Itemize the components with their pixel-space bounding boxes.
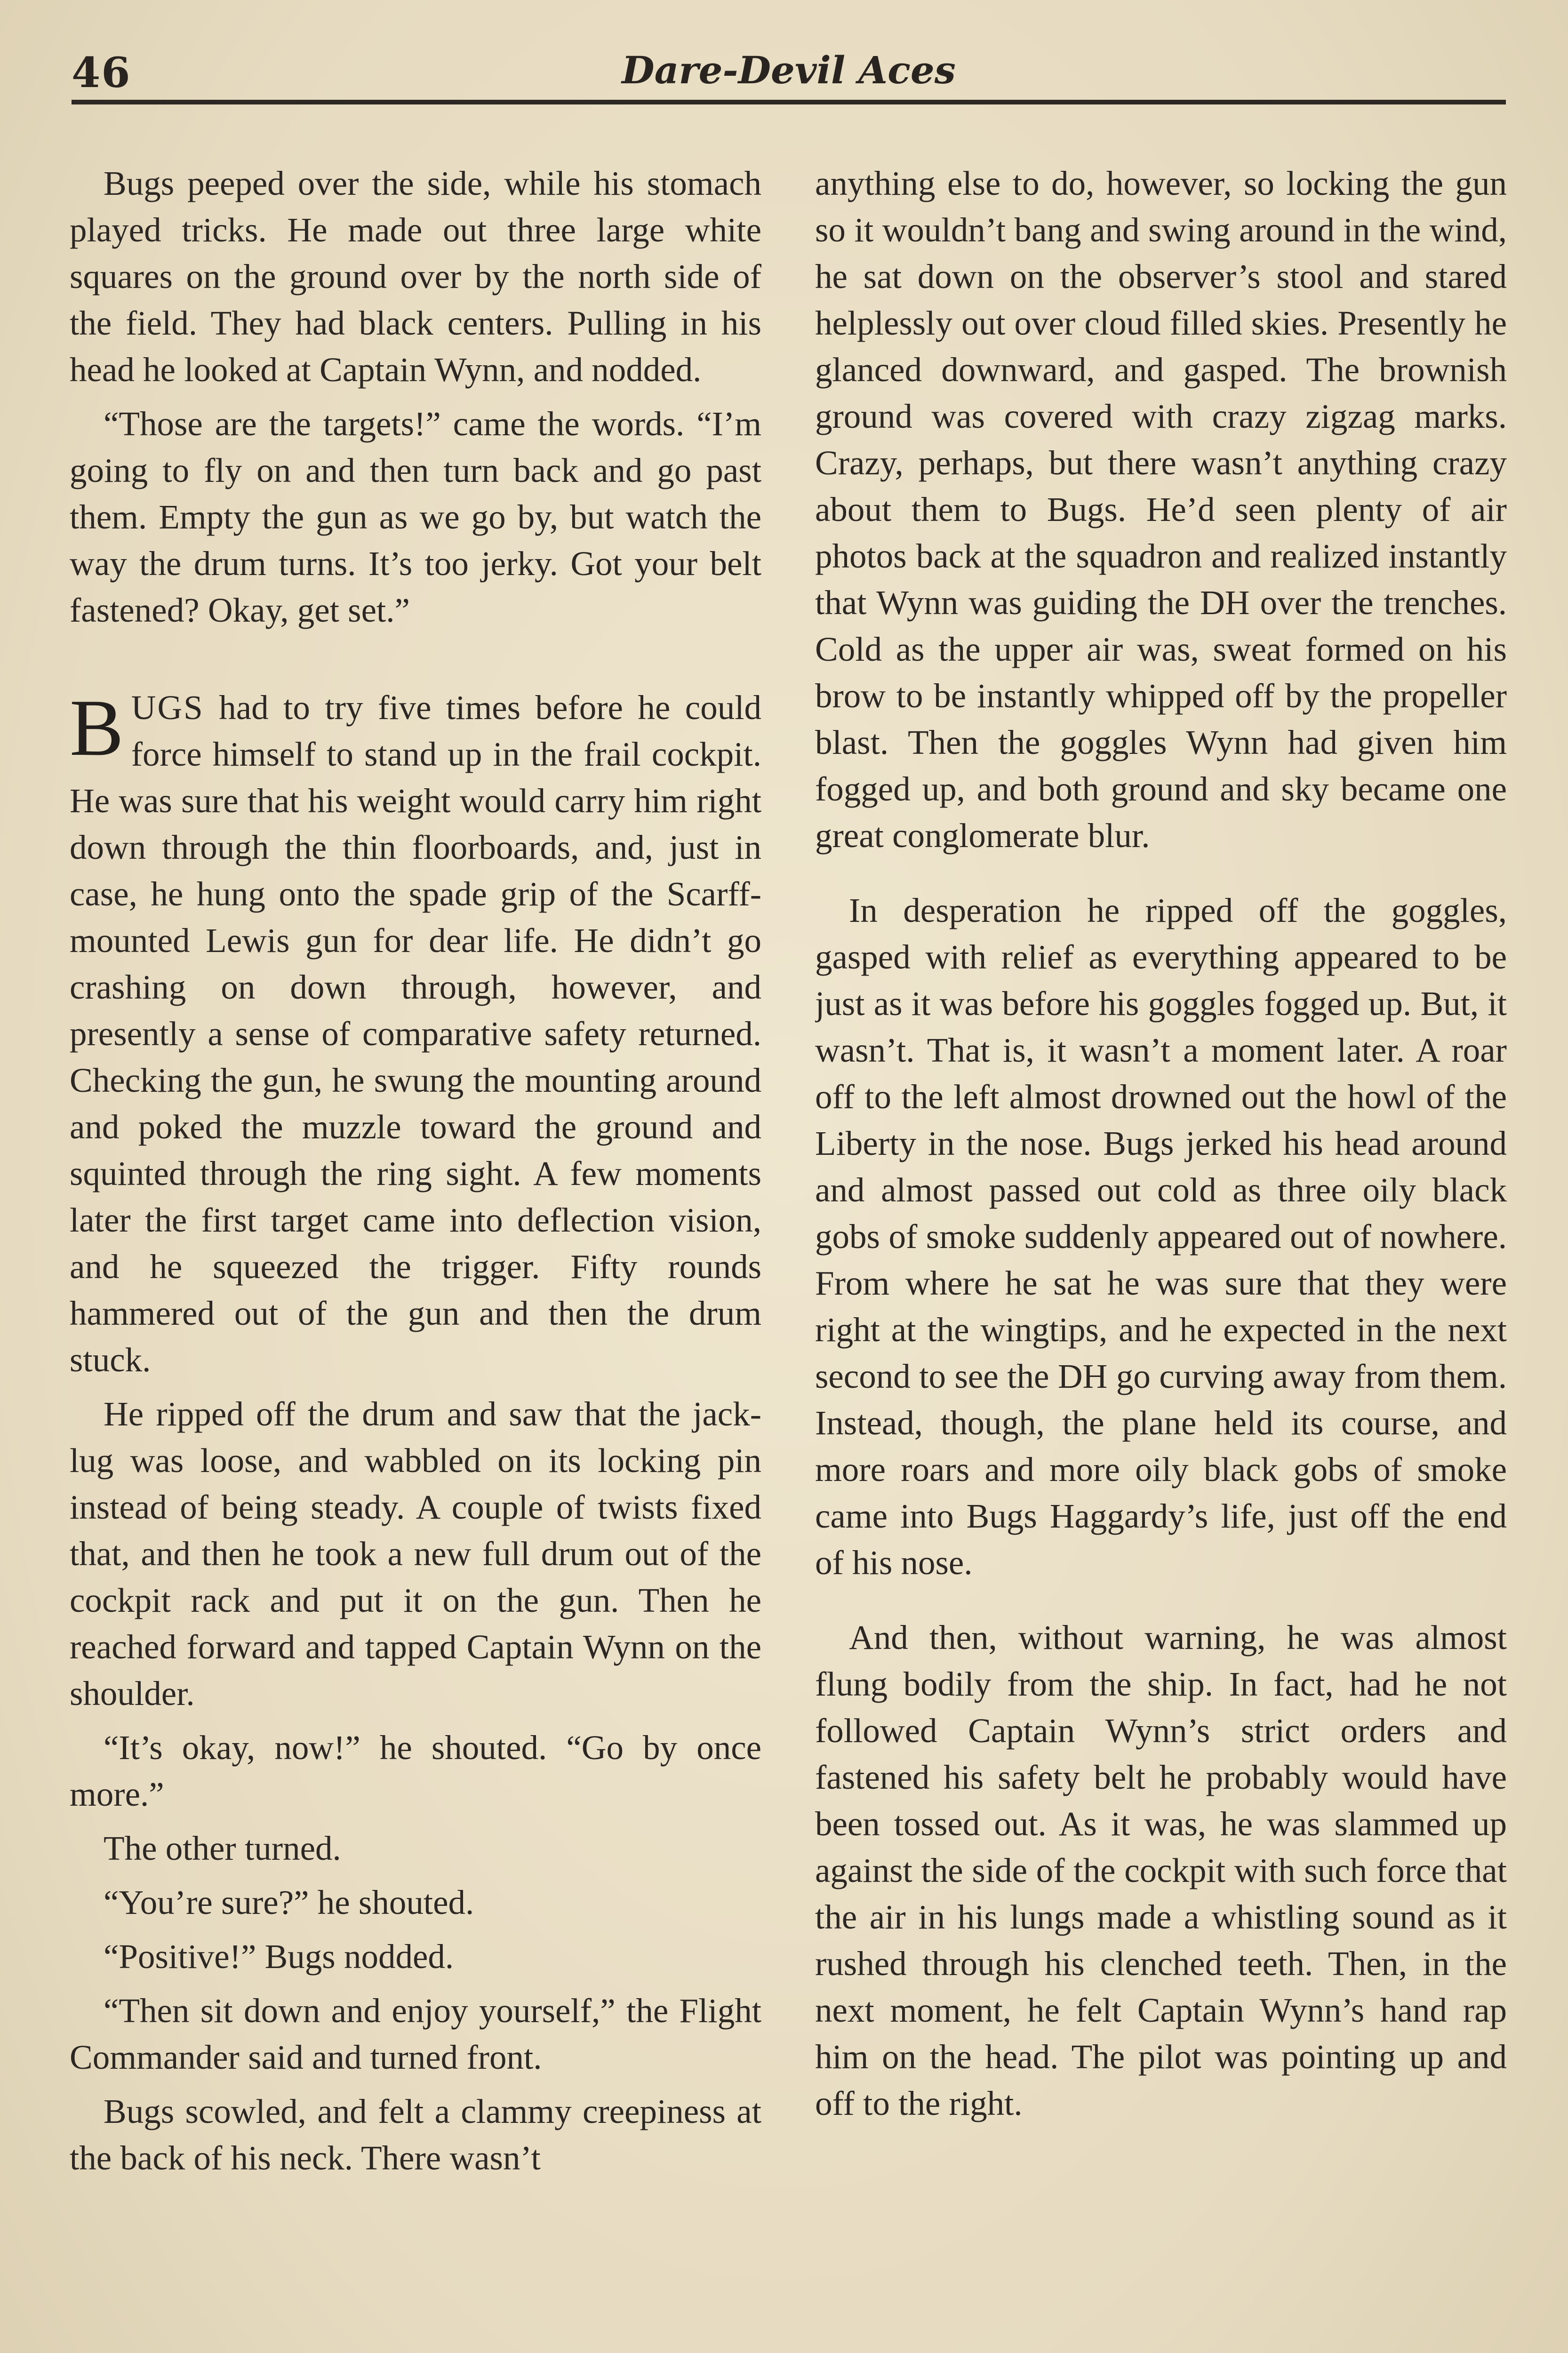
paragraph: He ripped off the drum and saw that the jack-lug was loose, and wabbled on its locking pin instead of being steady. A couple of twists fixed that, and then he took a new full drum out of the cockpit rack and put it on the gun. Then he reached forward and tapped Captain Wynn on the shoulder.: [70, 1395, 761, 1713]
paragraph: “Then sit down and enjoy yourself,” the Flight Commander said and turned front.: [70, 1992, 761, 2076]
paragraph: In desperation he ripped off the goggles, gasped with relief as everything appeared to be just as it was before his goggles fogged up. But, it wasn’t. That is, it wasn’t a moment later. A roar off to the left almost drowned out the howl of the Liberty in the nose. Bugs jerked his head around and almost passed out cold as three oily black gobs of smoke suddenly appeared out of nowhere. From where he sat he was sure that they were right at the wingtips, and he expected in the next second to see the DH go curving away from them. Instead, though, the plane held its course, and more roars and more oily black gobs of smoke came into Bugs Haggardy’s life, just off the end of his nose.: [815, 891, 1507, 1582]
paragraph: Bugs peeped over the side, while his stomach played tricks. He made out three large white squares on the ground over by the north side of the field. They had black centers. Pulling in his head he looked at Captain Wynn, and nodded.: [70, 164, 761, 389]
paragraph: Bugs scowled, and felt a clammy creepiness at the back of his neck. There wasn’t: [70, 2092, 761, 2177]
paragraph: “Positive!” Bugs nodded.: [104, 1937, 454, 1976]
paragraph-text: had to try five times before he could force himself to stand up in the frail cockpit. He was sure that his weight would carry him right down through the thin floorboards, and, just in case, he hung onto the spade grip of the Scarff-mounted Lewis gun for dear life. He didn’t go crashing on down through, however, and presently a sense of comparative safety returned. Checking the gun, he swung the mounting around and poked the muzzle toward the ground and squinted through the ring sight. A few moments later the first target came into deflection vision, and he squeezed the trigger. Fifty rounds hammered out of the gun and then the drum stuck.: [70, 688, 761, 1379]
left-column: [70, 160, 761, 2353]
paragraph: anything else to do, however, so locking the gun so it wouldn’t bang and swing around in the wind, he sat down on the observer’s stool and stared helplessly out over cloud filled skies. Presently he glanced downward, and gasped. The brownish ground was covered with crazy zigzag marks. Crazy, perhaps, but there wasn’t anything crazy about them to Bugs. He’d seen plenty of air photos back at the squadron and realized instantly that Wynn was guiding the DH over the trenches. Cold as the upper air was, sweat formed on his brow to be instantly whipped off by the propeller blast. Then the goggles Wynn had given him fogged up, and both ground and sky became one great conglomerate blur.: [815, 164, 1507, 855]
page-number: 46: [72, 48, 131, 97]
section-start-paragraph: [70, 684, 761, 1383]
paragraph: “It’s okay, now!” he shouted. “Go by once more.”: [70, 1729, 761, 1813]
paragraph: The other turned.: [104, 1829, 341, 1867]
paragraph: “Those are the targets!” came the words. “I’m going to fly on and then turn back and go past them. Empty the gun as we go by, but watch the way the drum turns. It’s too jerky. Got your belt fastened? Okay, get set.”: [70, 405, 761, 629]
small-caps-lead: UGS: [131, 688, 204, 727]
paragraph: “You’re sure?” he shouted.: [104, 1883, 474, 1921]
page-header: [72, 46, 1506, 103]
header-rule: [72, 100, 1506, 104]
paragraph: And then, without warning, he was almost flung bodily from the ship. In fact, had he not followed Captain Wynn’s strict orders and fastened his safety belt he probably would have been tossed out. As it was, he was slammed up against the side of the cockpit with such force that the air in his lungs made a whistling sound as it rushed through his clenched teeth. Then, in the next moment, he felt Captain Wynn’s hand rap him on the head. The pilot was pointing up and off to the right.: [815, 1618, 1507, 2122]
running-title: Dare-Devil Aces: [622, 48, 956, 92]
drop-cap: B: [70, 683, 124, 773]
right-column: [815, 160, 1507, 2353]
